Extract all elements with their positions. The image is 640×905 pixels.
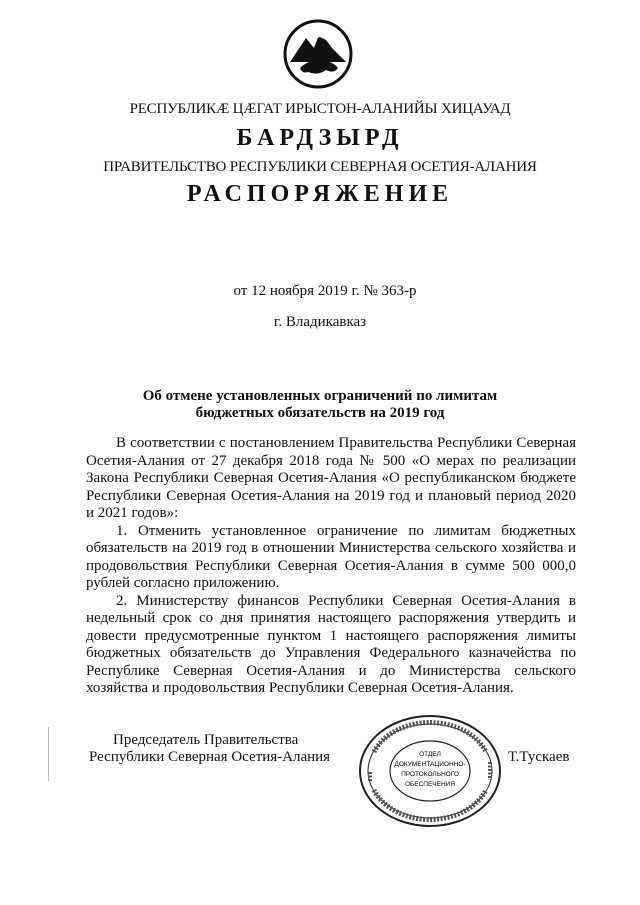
russian-document-type: РАСПОРЯЖЕНИЕ — [186, 181, 454, 207]
margin-line — [48, 727, 52, 781]
body-item-1: 1. Отменить установленное ограничение по лимитам бюджетных обязательств на 2019 год в отношении Министерства сельского хозяйства и продовольствия Республики Северная Осетия-Алания в сумме 500 000,0 рублей согласно приложению. — [86, 522, 576, 591]
document-body — [86, 435, 576, 698]
stamp-line-3: ПРОТОКОЛЬНОГО — [401, 771, 459, 778]
republic-coat-of-arms-icon — [282, 18, 354, 90]
body-preamble: В соответствии с постановлением Правительства Республики Северная Осетия-Алания от 27 декабря 2018 года № 500 «О мерах по реализации Закона Республики Северная Осетия-Алания «О республиканском бюджете Республики Северная Осетия-Алания на 2019 год и плановый период 2020 и 2021 годов»: — [86, 435, 576, 521]
stamp-line-1: ОТДЕЛ — [419, 751, 441, 758]
document-city: г. Владикавказ — [273, 314, 367, 330]
signature-position-line2: Республики Северная Осетия-Алания — [89, 749, 331, 765]
document-title-line2: бюджетных обязательств на 2019 год — [195, 405, 445, 421]
document-date-number: от 12 ноября 2019 г. № 363-р — [233, 283, 417, 299]
signature-position-line1: Председатель Правительства — [113, 732, 299, 748]
official-stamp-icon — [356, 712, 504, 830]
stamp-line-4: ОБЕСПЕЧЕНИЯ — [404, 781, 456, 788]
ossetian-government-line: РЕСПУБЛИКӔ ЦӔГАТ ИРЫСТОН-АЛАНИЙЫ ХИЦАУАД — [129, 101, 511, 117]
signatory-name: Т.Тускаев — [508, 749, 570, 765]
ossetian-document-type: БАРДЗЫРД — [236, 125, 404, 151]
russian-government-line: ПРАВИТЕЛЬСТВО РЕСПУБЛИКИ СЕВЕРНАЯ ОСЕТИЯ-АЛАНИЯ — [103, 159, 537, 175]
stamp-line-2: ДОКУМЕНТАЦИОННО- — [394, 761, 466, 768]
body-item-2: 2. Министерству финансов Республики Северная Осетия-Алания в недельный срок со дня принятия настоящего распоряжения утвердить и довести предусмотренные пунктом 1 настоящего распоряжения лимиты бюджетных обязательств до Управления Федерального казначейства по Республике Северная Осетия-Алания и до Министерства сельского хозяйства и продовольствия Республики Северная Осетия-Алания. — [86, 592, 576, 696]
document-title-line1: Об отмене установленных ограничений по лимитам — [142, 388, 498, 404]
